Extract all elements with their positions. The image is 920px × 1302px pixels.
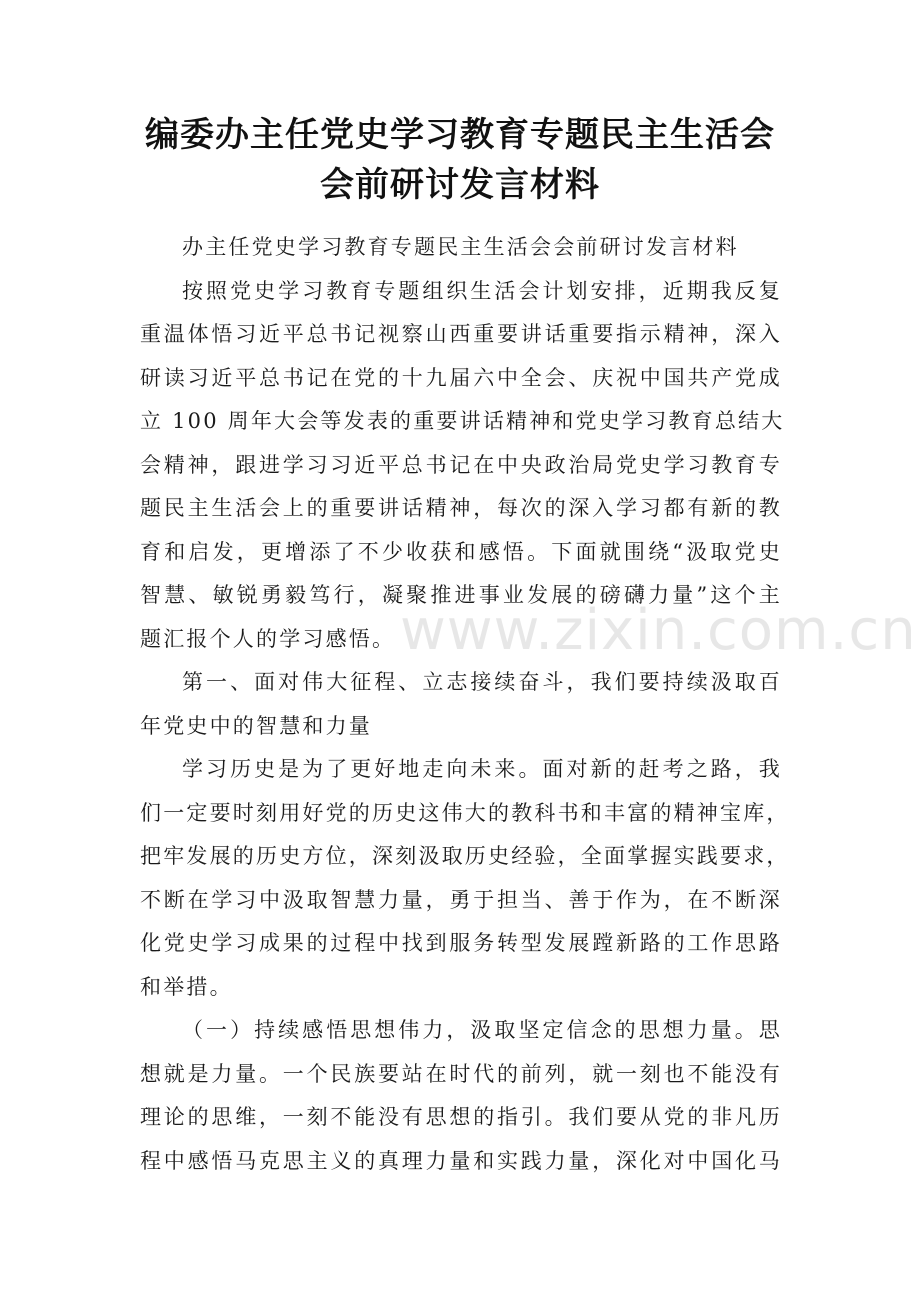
body-line: 想就是力量。一个民族要站在时代的前列，就一刻也不能没有 <box>140 1061 782 1086</box>
document-body <box>140 226 790 1183</box>
body-line: （一）持续感悟思想伟力，汲取坚定信念的思想力量。思 <box>182 1018 782 1042</box>
watermark-text: www.zixin.com.cn <box>400 598 917 663</box>
body-line: 程中感悟马克思主义的真理力量和实践力量，深化对中国化马 <box>140 1148 782 1173</box>
body-line: 智慧、敏锐勇毅笃行，凝聚推进事业发展的磅礴力量”这个主 <box>140 583 782 607</box>
body-line: 研读习近平总书记在党的十九届六中全会、庆祝中国共产党成 <box>140 365 782 390</box>
body-line: 把牢发展的历史方位，深刻汲取历史经验，全面掌握实践要求， <box>140 844 790 868</box>
body-line: 办主任党史学习教育专题民主生活会会前研讨发言材料 <box>182 235 739 259</box>
title-line-2: 会前研讨发言材料 <box>320 165 600 205</box>
body-line: 和举措。 <box>140 974 233 999</box>
body-line: 年党史中的智慧和力量 <box>140 713 372 738</box>
body-line: 立 100 周年大会等发表的重要讲话精神和党史学习教育总结大 <box>140 409 785 433</box>
body-line: 不断在学习中汲取智慧力量，勇于担当、善于作为，在不断深 <box>140 887 782 912</box>
body-line: 题汇报个人的学习感悟。 <box>140 626 396 651</box>
document-title <box>0 110 920 210</box>
body-line: 化党史学习成果的过程中找到服务转型发展蹚新路的工作思路 <box>140 931 782 955</box>
body-line: 理论的思维，一刻不能没有思想的指引。我们要从党的非凡历 <box>140 1105 782 1129</box>
body-line: 重温体悟习近平总书记视察山西重要讲话重要指示精神，深入 <box>140 322 782 346</box>
body-line: 们一定要时刻用好党的历史这伟大的教科书和丰富的精神宝库， <box>140 800 790 825</box>
body-line: 育和启发，更增添了不少收获和感悟。下面就围绕“汲取党史 <box>140 539 782 564</box>
body-line: 学习历史是为了更好地走向未来。面对新的赶考之路，我 <box>182 757 782 781</box>
body-line: 第一、面对伟大征程、立志接续奋斗，我们要持续汲取百 <box>182 670 782 694</box>
body-line: 按照党史学习教育专题组织生活会计划安排，近期我反复 <box>182 278 782 303</box>
body-line: 会精神，跟进学习习近平总书记在中央政治局党史学习教育专 <box>140 452 782 477</box>
title-line-1: 编委办主任党史学习教育专题民主生活会 <box>145 115 775 155</box>
body-line: 题民主生活会上的重要讲话精神，每次的深入学习都有新的教 <box>140 496 782 520</box>
